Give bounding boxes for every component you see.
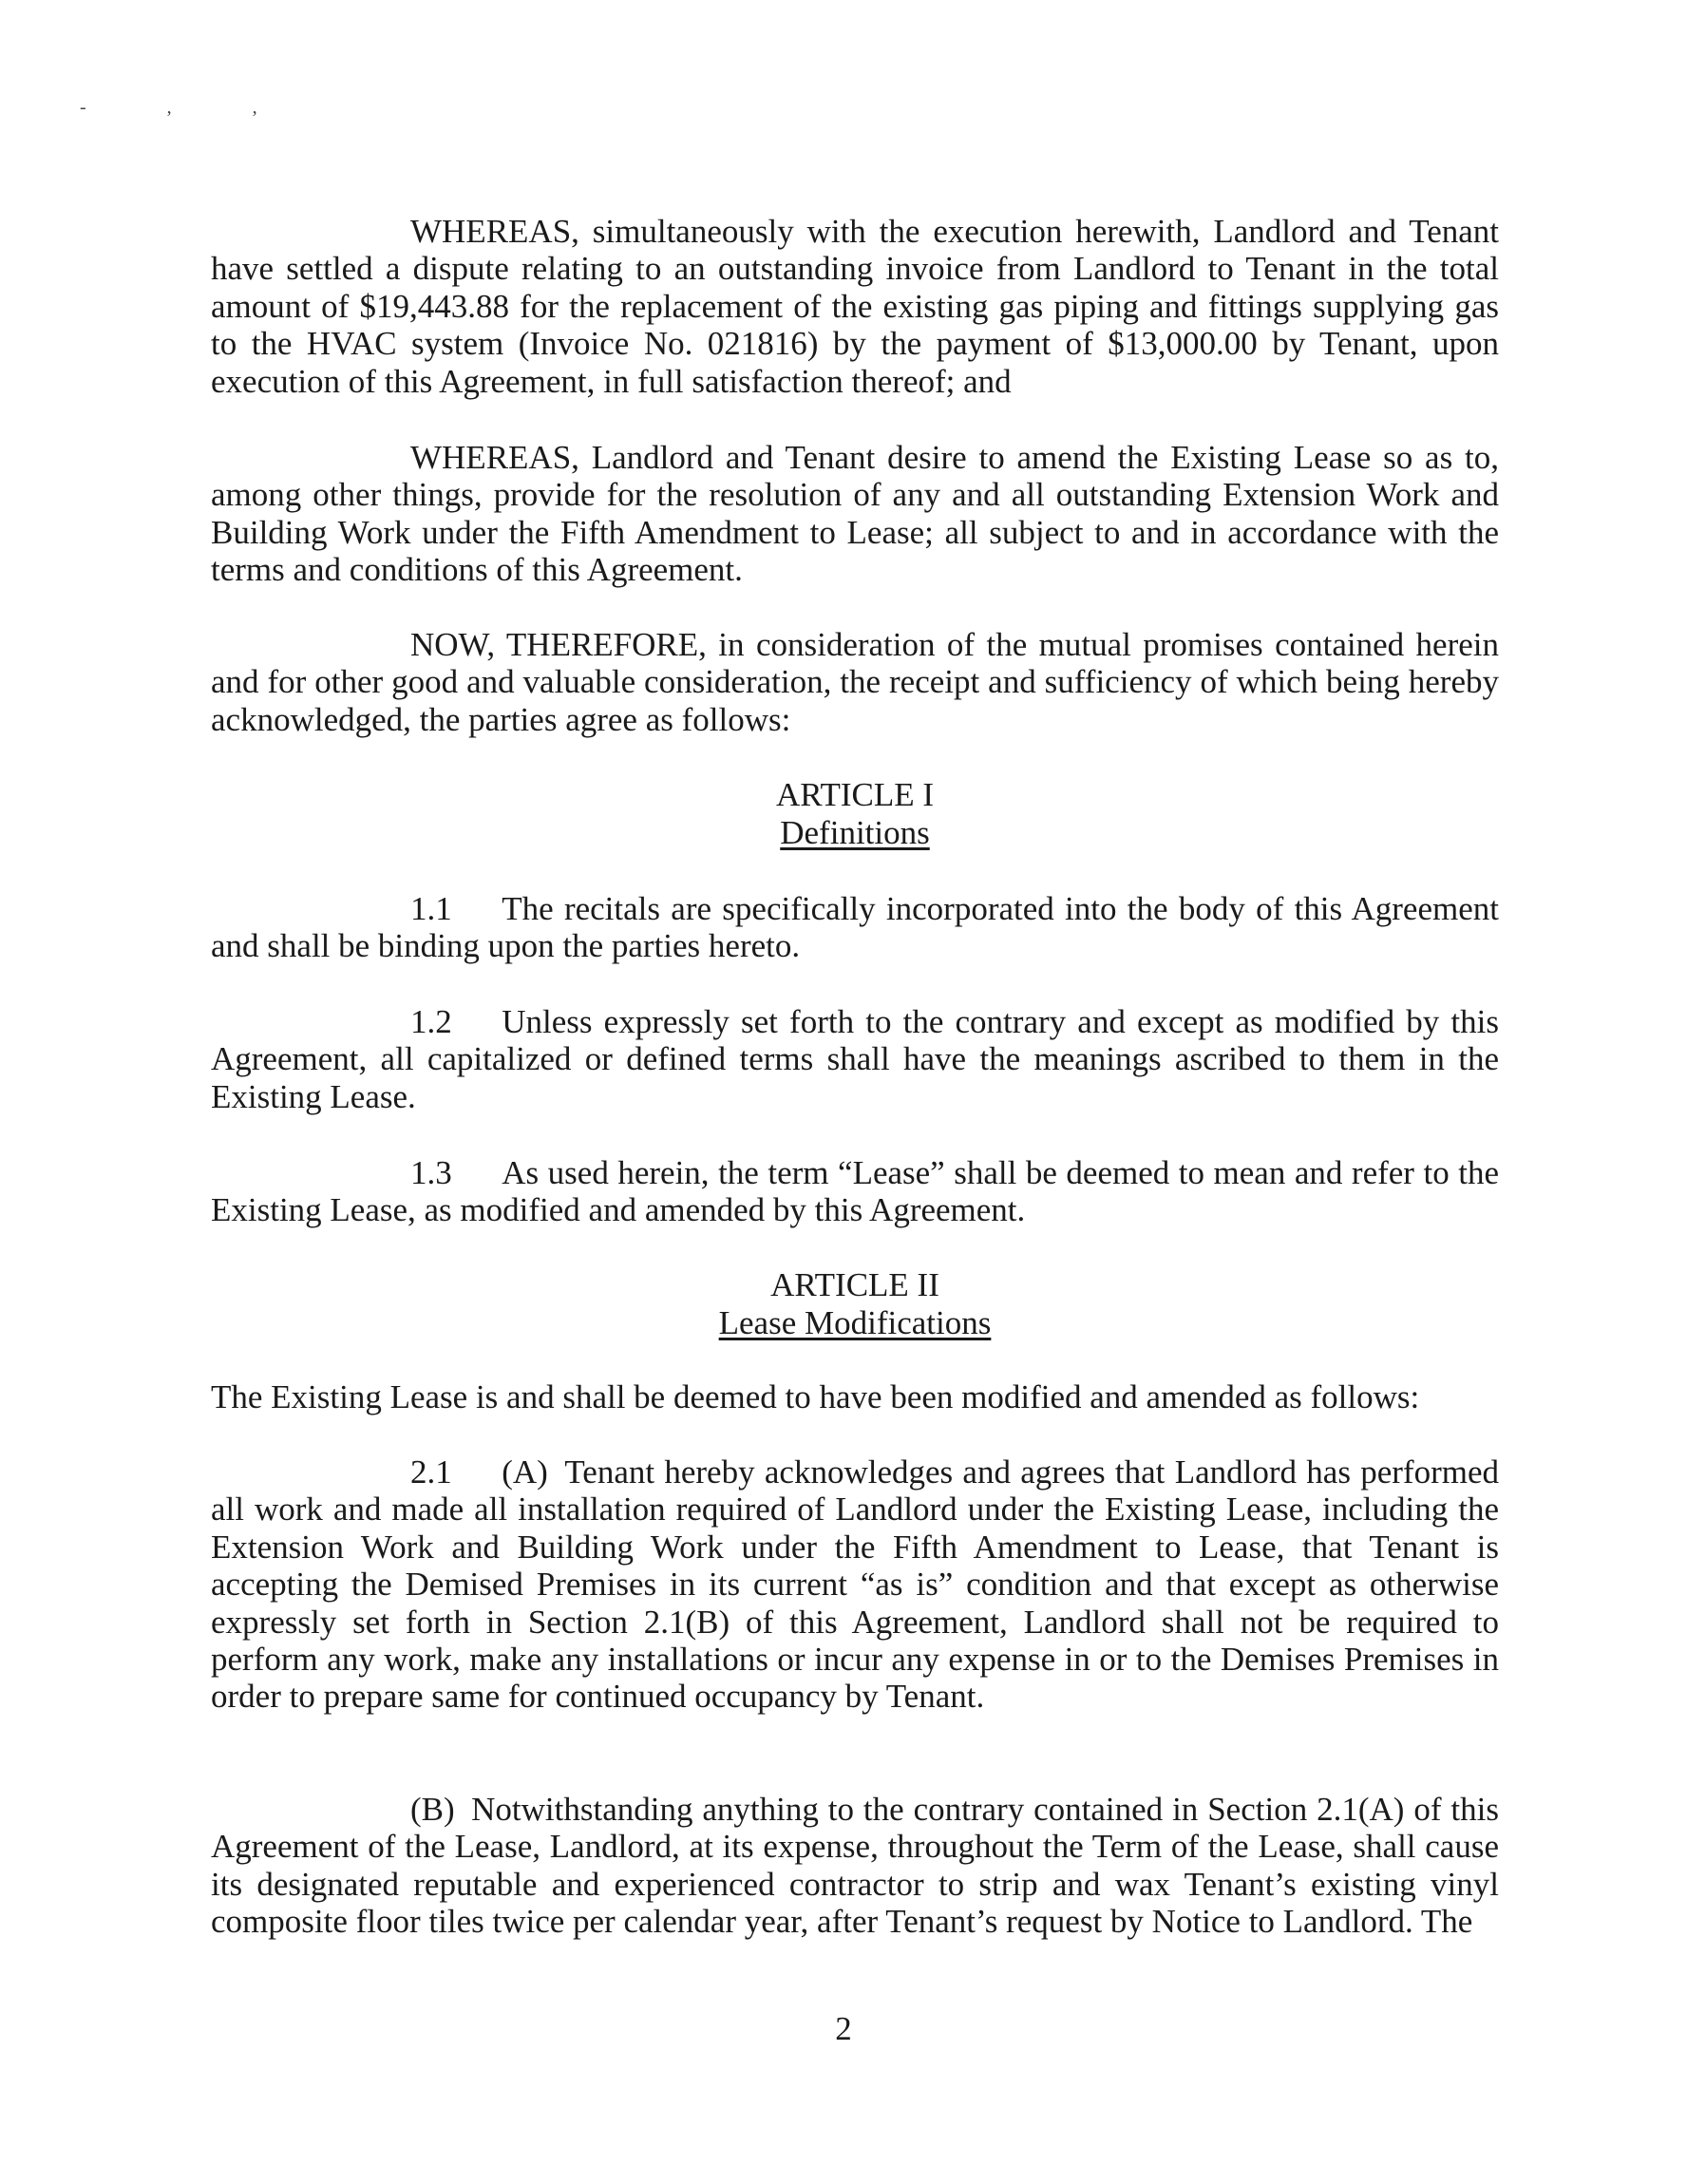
section-text: Unless expressly set forth to the contrary and except as modified by this Agreement, all capitalized or defined terms shall have the meanings ascribed to them in the Existing Lease. <box>211 1003 1499 1115</box>
section-text: As used herein, the term “Lease” shall be deemed to mean and refer to the Existing Lease, as modified and amended by this Agreement. <box>211 1154 1499 1229</box>
article-2-subtitle: Lease Modifications <box>718 1304 992 1341</box>
section-text: The recitals are specifically incorporated into the body of this Agreement and shall be binding upon the parties hereto. <box>211 890 1499 965</box>
article-2-intro: The Existing Lease is and shall be deemed to have been modified and amended as follows: <box>211 1378 1420 1415</box>
article-1-subtitle: Definitions <box>780 814 930 851</box>
whereas-settlement-paragraph: WHEREAS, simultaneously with the execution herewith, Landlord and Tenant have settled a dispute relating to an outstanding invoice from Landlord to Tenant in the total amount of $19,443.88 for the replacement of the existing gas piping and fittings supplying gas to the HVAC system (Invoice No. 021816) by the payment of $13,000.00 by Tenant, upon execution of this Agreement, in full satisfaction thereof; and <box>211 213 1499 400</box>
section-2-1-b <box>211 1791 1499 1941</box>
part-b-text: Notwithstanding anything to the contrary contained in Section 2.1(A) of this Agreement of the Lease, Landlord, at its expense, throughout the Term of the Lease, shall cause its designated reputable and experienced contractor to strip and wax Tenant’s existing vinyl composite floor tiles twice per calendar year, after Tenant’s request by Notice to Landlord. The <box>211 1791 1499 1941</box>
article-2-title: ARTICLE II <box>770 1266 939 1303</box>
section-2-1-a <box>211 1453 1499 1716</box>
section-1-1 <box>211 890 1499 965</box>
whereas-amend-paragraph: WHEREAS, Landlord and Tenant desire to amend the Existing Lease so as to, among other things, provide for the resolution of any and all outstanding Extension Work and Building Work under the Fifth Amendment to Lease; all subject to and in accordance with the terms and conditions of this Agreement. <box>211 439 1499 589</box>
article-1-heading <box>211 776 1499 852</box>
section-number: 2.1 <box>410 1453 452 1491</box>
now-therefore-paragraph: NOW, THEREFORE, in consideration of the mutual promises contained herein and for other good and valuable consideration, the receipt and sufficiency of which being hereby acknowledged, the parties agree as follows: <box>211 626 1499 738</box>
article-2-heading <box>211 1266 1499 1342</box>
page-number: 2 <box>835 2010 852 2047</box>
part-a-label: (A) <box>502 1453 548 1491</box>
article-1-title: ARTICLE I <box>775 776 935 813</box>
section-number: 1.3 <box>410 1154 452 1191</box>
section-1-3 <box>211 1154 1499 1229</box>
section-number: 1.2 <box>410 1003 452 1040</box>
section-1-2 <box>211 1003 1499 1115</box>
section-number: 1.1 <box>410 890 452 927</box>
part-b-label: (B) <box>410 1791 455 1828</box>
part-a-text: Tenant hereby acknowledges and agrees that Landlord has performed all work and made all installation required of Landlord under the Existing Lease, including the Extension Work and Building Work under the Fifth Amendment to Lease, that Tenant is accepting the Demised Premises in its current “as is” condition and that except as otherwise expressly set forth in Section 2.1(B) of this Agreement, Landlord shall not be required to perform any work, make any installations or incur any expense in or to the Demises Premises in order to prepare same for continued occupancy by Tenant. <box>211 1453 1499 1716</box>
scan-specks: - , , <box>80 97 295 118</box>
